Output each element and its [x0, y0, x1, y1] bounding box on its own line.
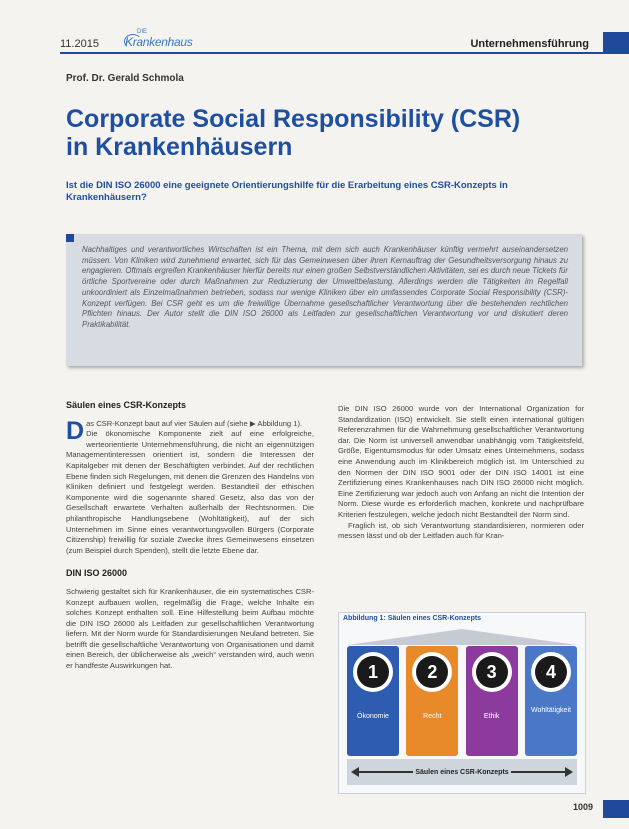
abstract-text: Nachhaltiges und verantwortliches Wirtschaften ist ein Thema, mit dem sich auch Krankenhäuser künftig vermehrt auseinandersetzen müssen. Von Kliniken wird zunehmend erwartet, sich für das Gemeinwesen über ihren Kernauftrag der Gesundheitsversorgung hinaus zu engagieren. Oftmals ergreifen Krankenhäuser hierfür bereits nur einen großen Selbstverständlichen Aktivitäten, sei es durch neue Tickets für örtliche Sportvereine oder durch Maßnahmen zur Reduzierung der Umweltbelastung. Allerdings werden die Tätigkeiten im Regelfall unkoordiniert als Einzelmaßnahmen betrieben, sodass nur wenige Kliniken über ein umfassendes Corporate Social Responsibility (CSR)-Konzept verfügen. Bei CSR geht es um die freiwillige Übernahme gesellschaftlicher Verantwortung über die bestehenden rechtlichen Pflichten hinaus. Der Autor stellt die DIN ISO 26000 als Leitfaden zur gesellschaftlichen Verantwortung vor und diskutiert deren Praktikabilität. — [82, 245, 568, 329]
article-subtitle: Ist die DIN ISO 26000 eine geeignete Orientierungshilfe für die Erarbeitung eines CSR-Konzepts in Krankenhäusern? — [66, 180, 508, 203]
pillar-wohltaetigkeit — [525, 646, 577, 756]
logo-die: DIE — [137, 29, 148, 35]
right-column — [338, 404, 584, 542]
section-heading-din: DIN ISO 26000 — [66, 568, 128, 579]
figure-base-label: Säulen eines CSR-Konzepts — [415, 768, 509, 776]
left-column — [66, 400, 314, 672]
section2-paragraph-1: Schwierig gestaltet sich für Krankenhäuser, die ein systematisches CSR-Konzept aufbauen wollen, regelmäßig die Frage, welche Inhalte ein solches Konzept enthalten soll. Eine Hilfestellung beim Aufbau möchte die DIN ISO 26000 als Leitfaden zur gesellschaftlichen Verantwortung liefern. Mit der Norm wurde für Standardisierungen Neuland betreten. Sie betrifft die gesellschaftliche Verantwortung von Organisationen und damit einen Bereich, der üblicherweise als „weich“ verstanden wird, auch wenn er handfeste Auswirkungen hat. — [66, 586, 314, 671]
right-paragraph-2: Fraglich ist, ob sich Verantwortung standardisieren, normieren oder messen lässt und ob der Leitfaden auch für Kran- — [338, 520, 584, 541]
section1-paragraph-1 — [66, 416, 314, 445]
issue-date: 11.2015 — [60, 38, 99, 50]
pillar-label: Ethik — [483, 713, 500, 720]
section-heading-pillars: Säulen eines CSR-Konzepts — [66, 400, 187, 410]
figure-roof — [347, 629, 577, 645]
author: Prof. Dr. Gerald Schmola — [66, 73, 184, 84]
figure-base — [347, 759, 577, 785]
article-title — [66, 105, 586, 161]
figure-csr-pillars — [338, 612, 586, 794]
section1-paragraph-1-text: as CSR-Konzept baut auf vier Säulen auf (siehe ▶ Abbildung 1). — [86, 418, 303, 428]
pillar-number: 1 — [357, 656, 389, 688]
header-rule — [60, 52, 616, 54]
pillar-label: Recht — [423, 713, 442, 720]
abstract-box — [66, 234, 582, 366]
pillar-number-badge — [353, 652, 393, 692]
pillar-label: Wohltätigkeit — [531, 707, 571, 714]
pillar-number: 3 — [476, 656, 508, 688]
pillar-number: 4 — [535, 656, 567, 688]
double-arrow-icon — [353, 765, 571, 779]
magazine-logo — [99, 29, 194, 51]
title-line-2: in Krankenhäusern — [66, 133, 293, 161]
header-color-tab — [603, 32, 629, 54]
figure-title: Abbildung 1: Säulen eines CSR-Konzepts — [343, 615, 482, 622]
section-title: Unternehmensführung — [470, 38, 589, 50]
arrow-right-icon — [565, 767, 573, 777]
pillar-label: Ökonomie — [357, 713, 389, 720]
footer-color-tab — [603, 800, 629, 818]
figure-pillars — [347, 646, 577, 756]
title-line-1: Corporate Social Responsibility (CSR) — [66, 105, 521, 133]
pillar-number-badge — [531, 652, 571, 692]
pillar-number-badge — [412, 652, 452, 692]
pillar-ethik — [466, 646, 518, 756]
arrow-left-icon — [351, 767, 359, 777]
abstract-corner-marker — [66, 234, 74, 242]
logo-name: Krankenhaus — [125, 35, 193, 49]
drop-cap: D — [66, 416, 85, 445]
right-paragraph-1: Die DIN ISO 26000 wurde von der International Organization for Standardization (ISO) entwickelt. Sie stellt einen international gültigen Referenzrahmen für die Wahrnehmung gesellschaftlicher Verantwortung dar. Die Norm ist universell anwendbar unabhängig vom Tätigkeitsfeld, Größe, Eigentumsmodus für oder Umsatz eines Unternehmens, sodass eine Anwendung auch im Klinikbereich möglich ist. Im Unterschied zu den Normen der DIN ISO 9001 oder der DIN ISO 14001 ist eine Zertifizierung eines Krankenhauses nach DIN ISO 26000 nicht möglich. Eine Zertifizierung war jedoch auch von Anfang an nicht die Intention der Norm. Diese wurde es erforderlich machen, konkrete und nachprüfbare Kriterien festzulegen, welche jedoch nicht Bestandteil der Norm sind. — [338, 404, 584, 519]
pillar-oekonomie — [347, 646, 399, 756]
pillar-recht — [406, 646, 458, 756]
pillar-number: 2 — [416, 656, 448, 688]
pillar-number-badge — [472, 652, 512, 692]
section1-paragraph-2: Die ökonomische Komponente zielt auf eine erfolgreiche, werteorientierte Unternehmensführung, die nicht an eigennützigen Managementinteressen orientiert ist, sondern die Interessen der Kapitalgeber mit denen der Beschäftigten verbindet. Auf der rechtlichen Ebene finden sich Regelungen, mit denen die Grenzen des Handelns von Kliniken definiert und festgelegt werden. Bestandteil der ethischen Komponente wird die sogenannte shared Gesetz, also das von der Gesellschaft erwartete Verhalten außerhalb der Rechtsnormen. Die philanthropische Handlungsebene (Wohltätigkeit), auf der sich Unternehmen im Sinne eines verantwortungsvollen Bürgers (Corporate Citizenship) freiwillig für soziale Zwecke ihres Gemeinwesens einsetzen (zum Beispiel durch Spenden), stellt die letzte Ebene dar. — [66, 429, 314, 555]
page-number: 1009 — [572, 802, 593, 812]
